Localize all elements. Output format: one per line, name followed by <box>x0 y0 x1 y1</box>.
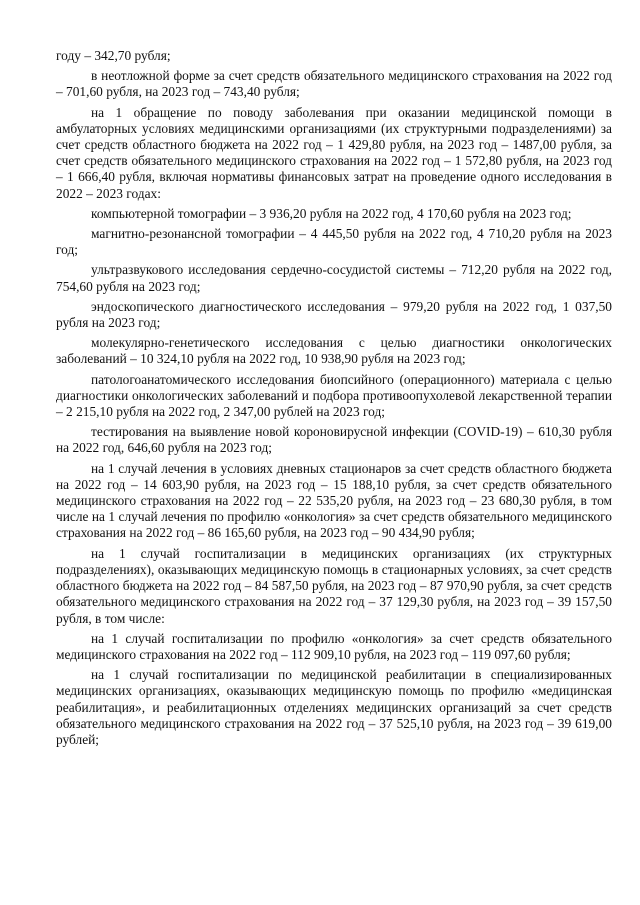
paragraph-11: на 1 случай лечения в условиях дневных стационаров за счет средств областного бюджета на 2022 год – 14 603,90 рубля, на 2023 год – 15 188,10 рубля, за счет средств обязательного медицинского страхования на 2022 год – 22 535,20 рубля, на 2023 год – 23 680,30 рубля, в том числе на 1 случай лечения по профилю «онкология» за счет средств обязательного медицинского страхования на 2022 год – 86 165,60 рубля, на 2023 год – 90 434,90 рубля; <box>56 460 612 541</box>
paragraph-8: молекулярно-генетического исследования с целью диагностики онкологических заболеваний – 10 324,10 рубля на 2022 год, 10 938,90 рубля на 2023 год; <box>56 335 612 367</box>
paragraph-5: магнитно-резонансной томографии – 4 445,50 рубля на 2022 год, 4 710,20 рубля на 2023 год; <box>56 226 612 258</box>
paragraph-13: на 1 случай госпитализации по профилю «онкология» за счет средств обязательного медицинского страхования на 2022 год – 112 909,10 рубля, на 2023 год – 119 097,60 рубля; <box>56 630 612 662</box>
paragraph-2: в неотложной форме за счет средств обязательного медицинского страхования на 2022 год – 701,60 рубля, на 2023 год – 743,40 рубля; <box>56 68 612 100</box>
paragraph-7: эндоскопического диагностического исследования – 979,20 рубля на 2022 год, 1 037,50 рубля на 2023 год; <box>56 298 612 331</box>
paragraph-3: на 1 обращение по поводу заболевания при оказании медицинской помощи в амбулаторных условиях медицинскими организациями (их структурными подразделениями) за счет средств областного бюджета на 2022 год – 1 429,80 рубля, на 2023 год – 1487,00 рубля, за счет средств обязательного медицинского страхования на 2022 год – 1 572,80 рубля, на 2023 год – 1 666,40 рубля, включая нормативы финансовых затрат на проведение одного исследования в 2022 – 2023 годах: <box>56 104 612 201</box>
paragraph-9: патологоанатомического исследования биопсийного (операционного) материала с целью диагностики онкологических заболеваний и подбора противоопухолевой лекарственной терапии – 2 215,10 рубля на 2022 год, 2 347,00 рублей на 2023 год; <box>56 371 612 420</box>
paragraph-1: году – 342,70 рубля; <box>56 48 171 63</box>
document-page <box>56 48 612 752</box>
paragraph-6: ультразвукового исследования сердечно-сосудистой системы – 712,20 рубля на 2022 год, 754,60 рубля на 2023 год; <box>56 262 612 294</box>
paragraph-12: на 1 случай госпитализации в медицинских организациях (их структурных подразделениях), оказывающих медицинскую помощь в стационарных условиях, за счет средств областного бюджета на 2022 год – 84 587,50 рубля, на 2023 год – 87 970,90 рубля, за счет средств обязательного медицинского страхования на 2022 год – 37 129,30 рубля, на 2023 год – 39 157,50 рубля, в том числе: <box>56 545 612 626</box>
paragraph-10: тестирования на выявление новой короновирусной инфекции (COVID-19) – 610,30 рубля на 2022 год, 646,60 рубля на 2023 год; <box>56 424 612 456</box>
paragraph-14: на 1 случай госпитализации по медицинской реабилитации в специализированных медицинских организациях, оказывающих медицинскую помощь по профилю «медицинская реабилитация», и реабилитационных отделениях медицинских организаций за счет средств обязательного медицинского страхования на 2022 год – 37 525,10 рубля, на 2023 год – 39 619,00 рублей; <box>56 667 612 747</box>
paragraph-4: компьютерной томографии – 3 936,20 рубля на 2022 год, 4 170,60 рубля на 2023 год; <box>91 205 572 221</box>
